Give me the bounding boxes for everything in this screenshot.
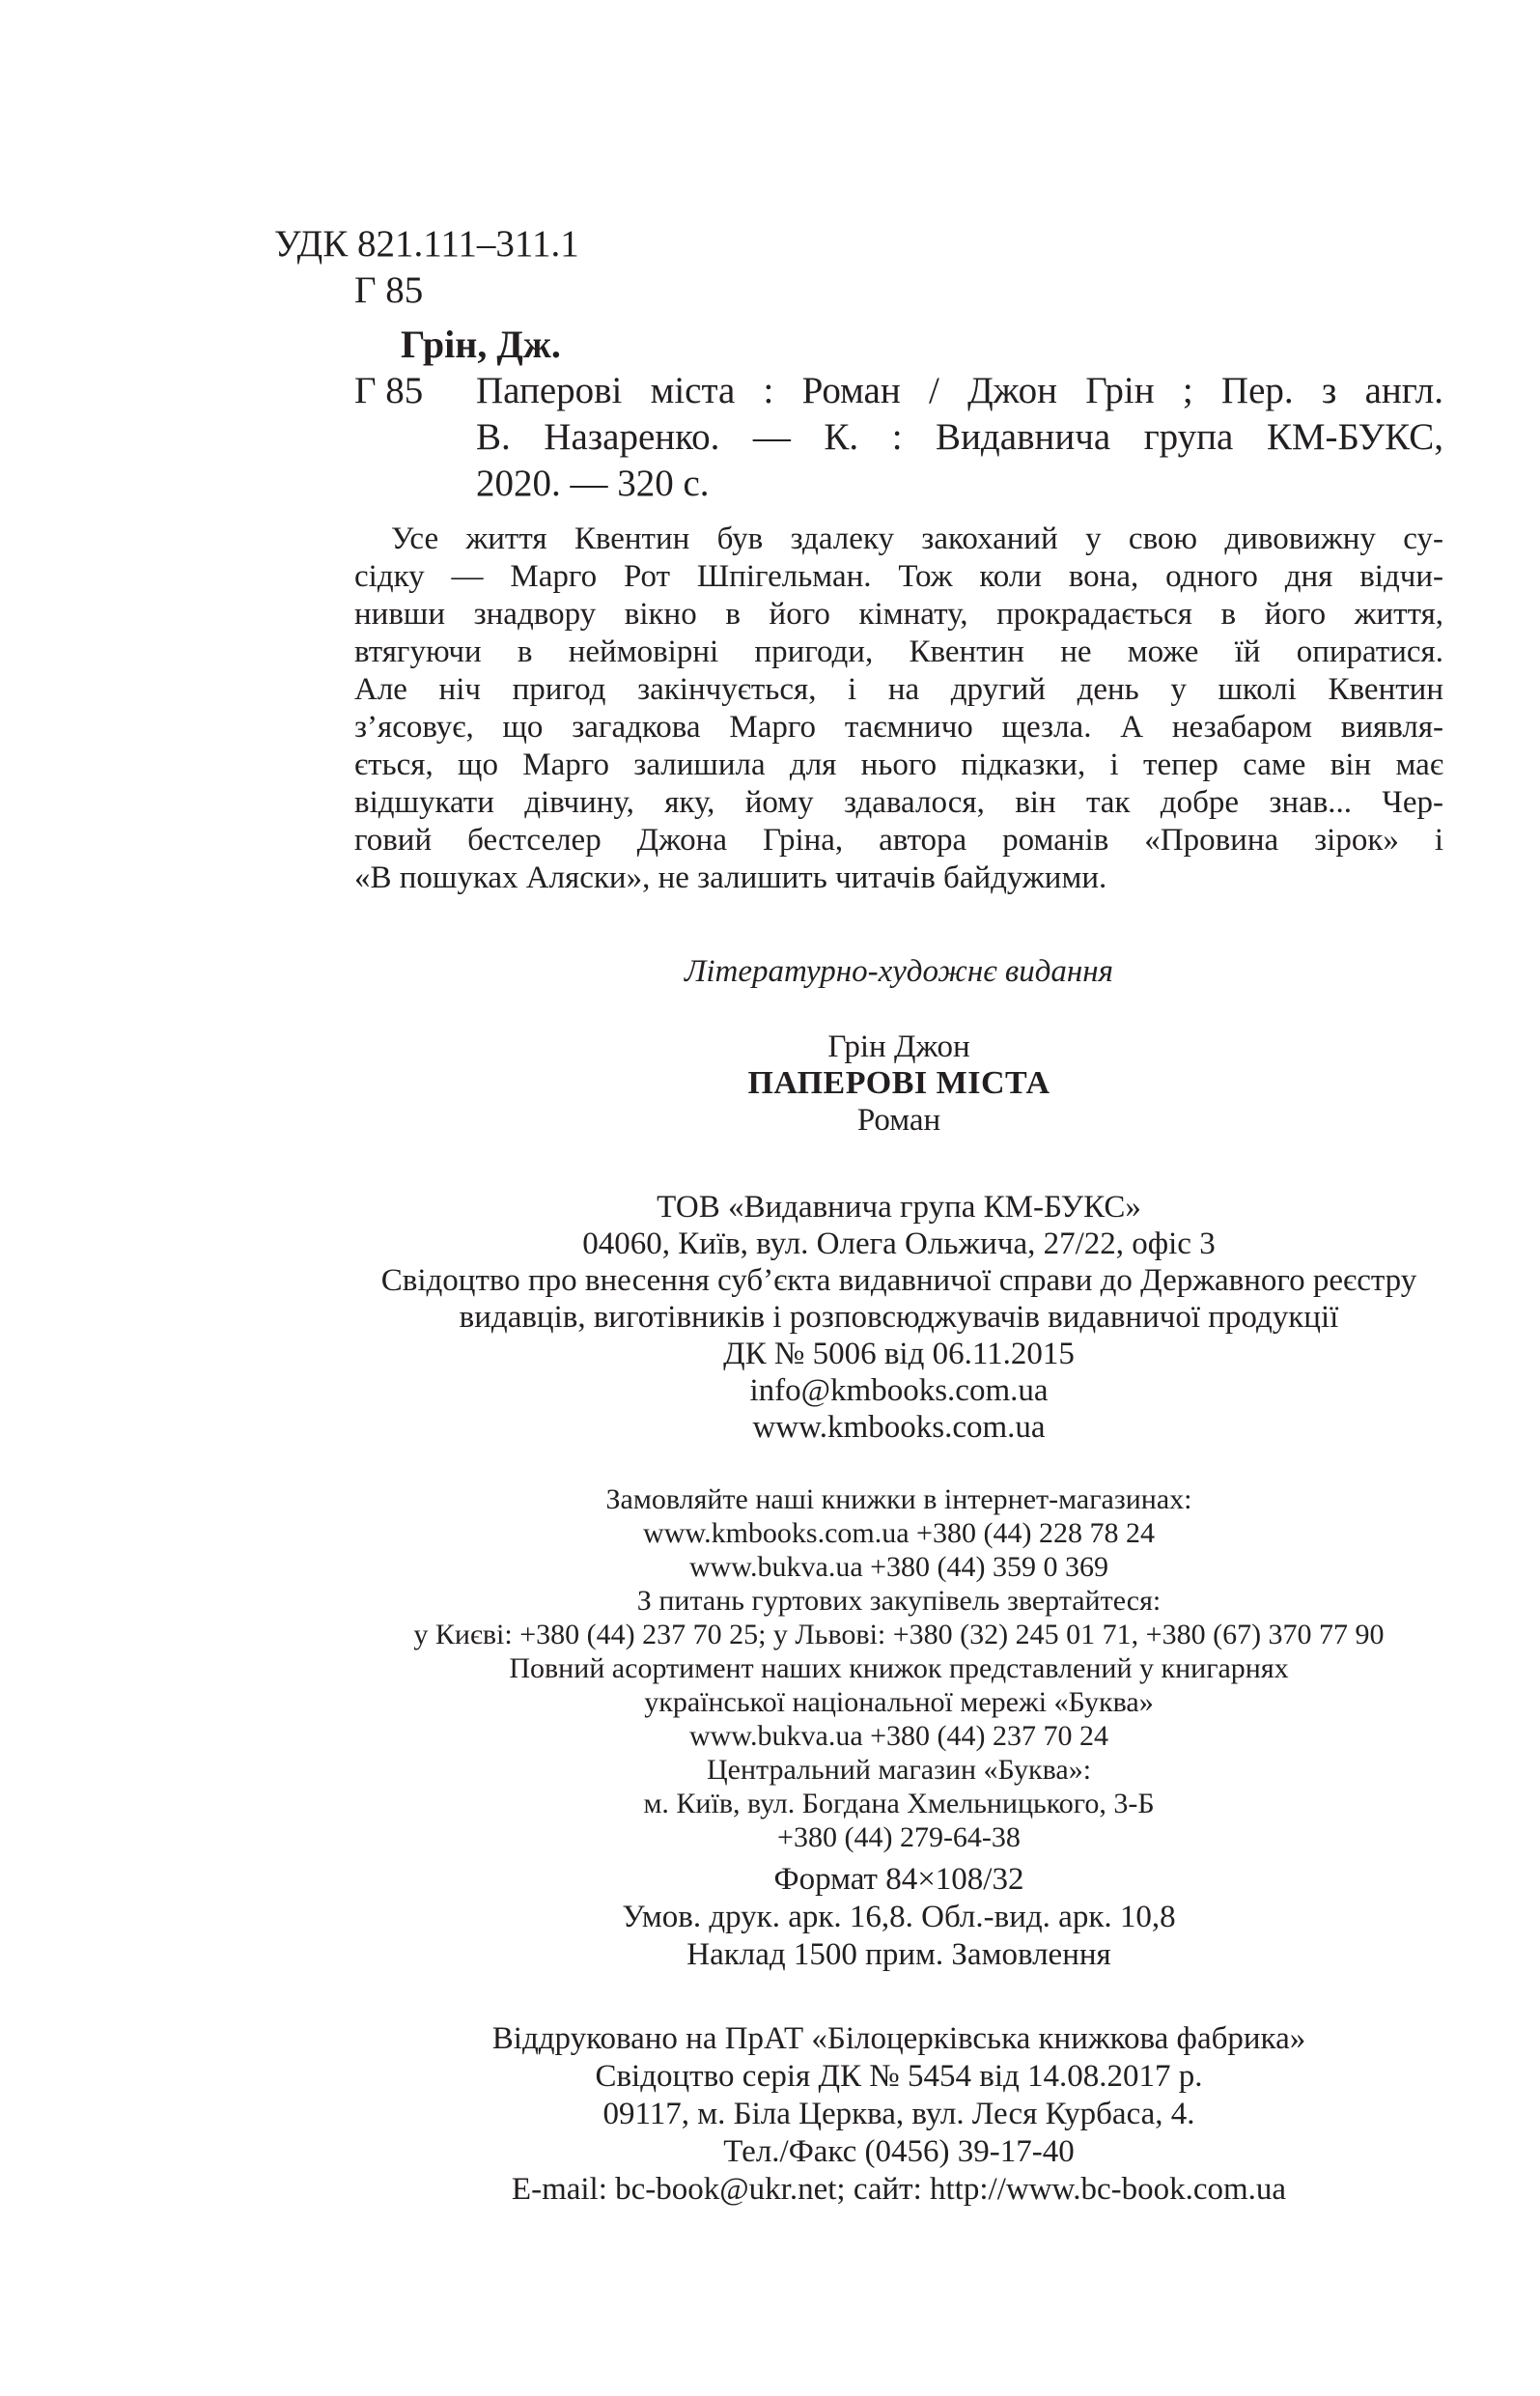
annotation-line: говий бестселер Джона Гріна, автора романів «Провина зірок» і — [354, 823, 1443, 858]
stores-line: Замовляйте наші книжки в інтернет-магазинах: — [605, 1483, 1192, 1515]
printer-line: Свідоцтво серія ДК № 5454 від 14.08.2017 р. — [595, 2059, 1203, 2094]
author-mark-code: Г 85 — [354, 269, 424, 311]
annotation-line: нивши знадвору вікно в його кімнату, прокрадається в його життя, — [354, 597, 1443, 632]
annotation-line: Усе життя Квентин був здалеку закоханий у свою дивовижну су- — [391, 521, 1443, 556]
stores-line: www.bukva.ua +380 (44) 237 70 24 — [688, 1720, 1109, 1752]
bibliographic-entry — [354, 368, 1443, 507]
publisher-info — [354, 1189, 1443, 1446]
genre-label: Літературно-художнє видання — [685, 954, 1113, 989]
format-line: Наклад 1500 прим. Замовлення — [686, 1937, 1111, 1972]
annotation-line: відшукати дівчину, яку, йому здавалося, він так добре знав... Чер- — [354, 785, 1443, 820]
publisher-line: Свідоцтво про внесення суб’єкта видавничої справи до Державного реєстру — [380, 1263, 1417, 1298]
book-subtitle: Роман — [856, 1103, 941, 1138]
stores-line: Повний асортимент наших книжок представлений у книгарнях — [509, 1652, 1289, 1684]
annotation-line: Але ніч пригод закінчується, і на другий день у школі Квентин — [354, 672, 1443, 707]
format-line: Умов. друк. арк. 16,8. Обл.-вид. арк. 10,8 — [622, 1900, 1176, 1934]
publisher-line: ДК № 5006 від 06.11.2015 — [723, 1337, 1075, 1371]
publisher-line: видавців, виготівників і розповсюджувачів видавничої продукції — [459, 1300, 1339, 1335]
entry-line: В. Назаренко. — К. : Видавнича група КМ-БУКС, — [476, 416, 1443, 458]
publisher-website: www.kmbooks.com.ua — [752, 1410, 1046, 1445]
format-info — [354, 1861, 1443, 1974]
annotation-paragraph — [354, 521, 1443, 897]
printer-line: Тел./Факс (0456) 39-17-40 — [723, 2134, 1075, 2169]
format-line: Формат 84×108/32 — [773, 1862, 1024, 1897]
udk-code: УДК 821.111–311.1 — [274, 223, 579, 265]
printer-line: Віддруковано на ПрАТ «Білоцерківська книжкова фабрика» — [491, 2021, 1306, 2056]
stores-line: у Києві: +380 (44) 237 70 25; у Львові: +380 (32) 245 01 71, +380 (67) 370 77 90 — [413, 1619, 1385, 1650]
stores-line: www.kmbooks.com.ua +380 (44) 228 78 24 — [643, 1517, 1155, 1549]
entry-line: Паперові міста : Роман / Джон Грін ; Пер. з англ. — [476, 370, 1443, 411]
publisher-email: info@kmbooks.com.ua — [749, 1373, 1049, 1408]
book-author: Грін Джон — [827, 1029, 970, 1064]
stores-line: www.bukva.ua +380 (44) 359 0 369 — [688, 1551, 1109, 1583]
publisher-line: 04060, Київ, вул. Олега Ольжича, 27/22, офіс 3 — [582, 1226, 1216, 1261]
annotation-line: втягуючи в неймовірні пригоди, Квентин не може їй опиратися. — [354, 634, 1443, 669]
book-title: ПАПЕРОВІ МІСТА — [747, 1065, 1050, 1101]
entry-line: 2020. — 320 с. — [476, 463, 710, 504]
printer-line: E-mail: bc-book@ukr.net; сайт: http://www.bc-book.com.ua — [511, 2172, 1287, 2207]
stores-line: м. Київ, вул. Богдана Хмельницького, 3-Б — [643, 1788, 1155, 1819]
printer-line: 09117, м. Біла Церква, вул. Леся Курбаса, 4. — [602, 2097, 1195, 2131]
publisher-line: ТОВ «Видавнича група КМ-БУКС» — [657, 1190, 1141, 1225]
stores-line: української національної мережі «Буква» — [644, 1686, 1154, 1718]
author-heading: Грін, Дж. — [401, 323, 561, 366]
stores-line: З питань гуртових закупівель звертайтеся: — [636, 1585, 1162, 1617]
title-block — [354, 1029, 1443, 1139]
annotation-line: «В пошуках Аляски», не залишить читачів байдужими. — [354, 860, 1107, 895]
stores-line: +380 (44) 279-64-38 — [777, 1821, 1021, 1853]
annotation-line: сідку — Марго Рот Шпігельман. Тож коли вона, одного дня відчи- — [354, 559, 1443, 594]
annotation-line: ється, що Марго залишила для нього підказки, і тепер саме він має — [354, 747, 1443, 782]
printer-info — [354, 2020, 1443, 2209]
stores-line: Центральний магазин «Буква»: — [706, 1754, 1092, 1786]
entry-code: Г 85 — [354, 370, 424, 411]
annotation-line: з’ясовує, що загадкова Марго таємничо щезла. А незабаром виявля- — [354, 710, 1443, 745]
stores-info — [354, 1482, 1443, 1854]
